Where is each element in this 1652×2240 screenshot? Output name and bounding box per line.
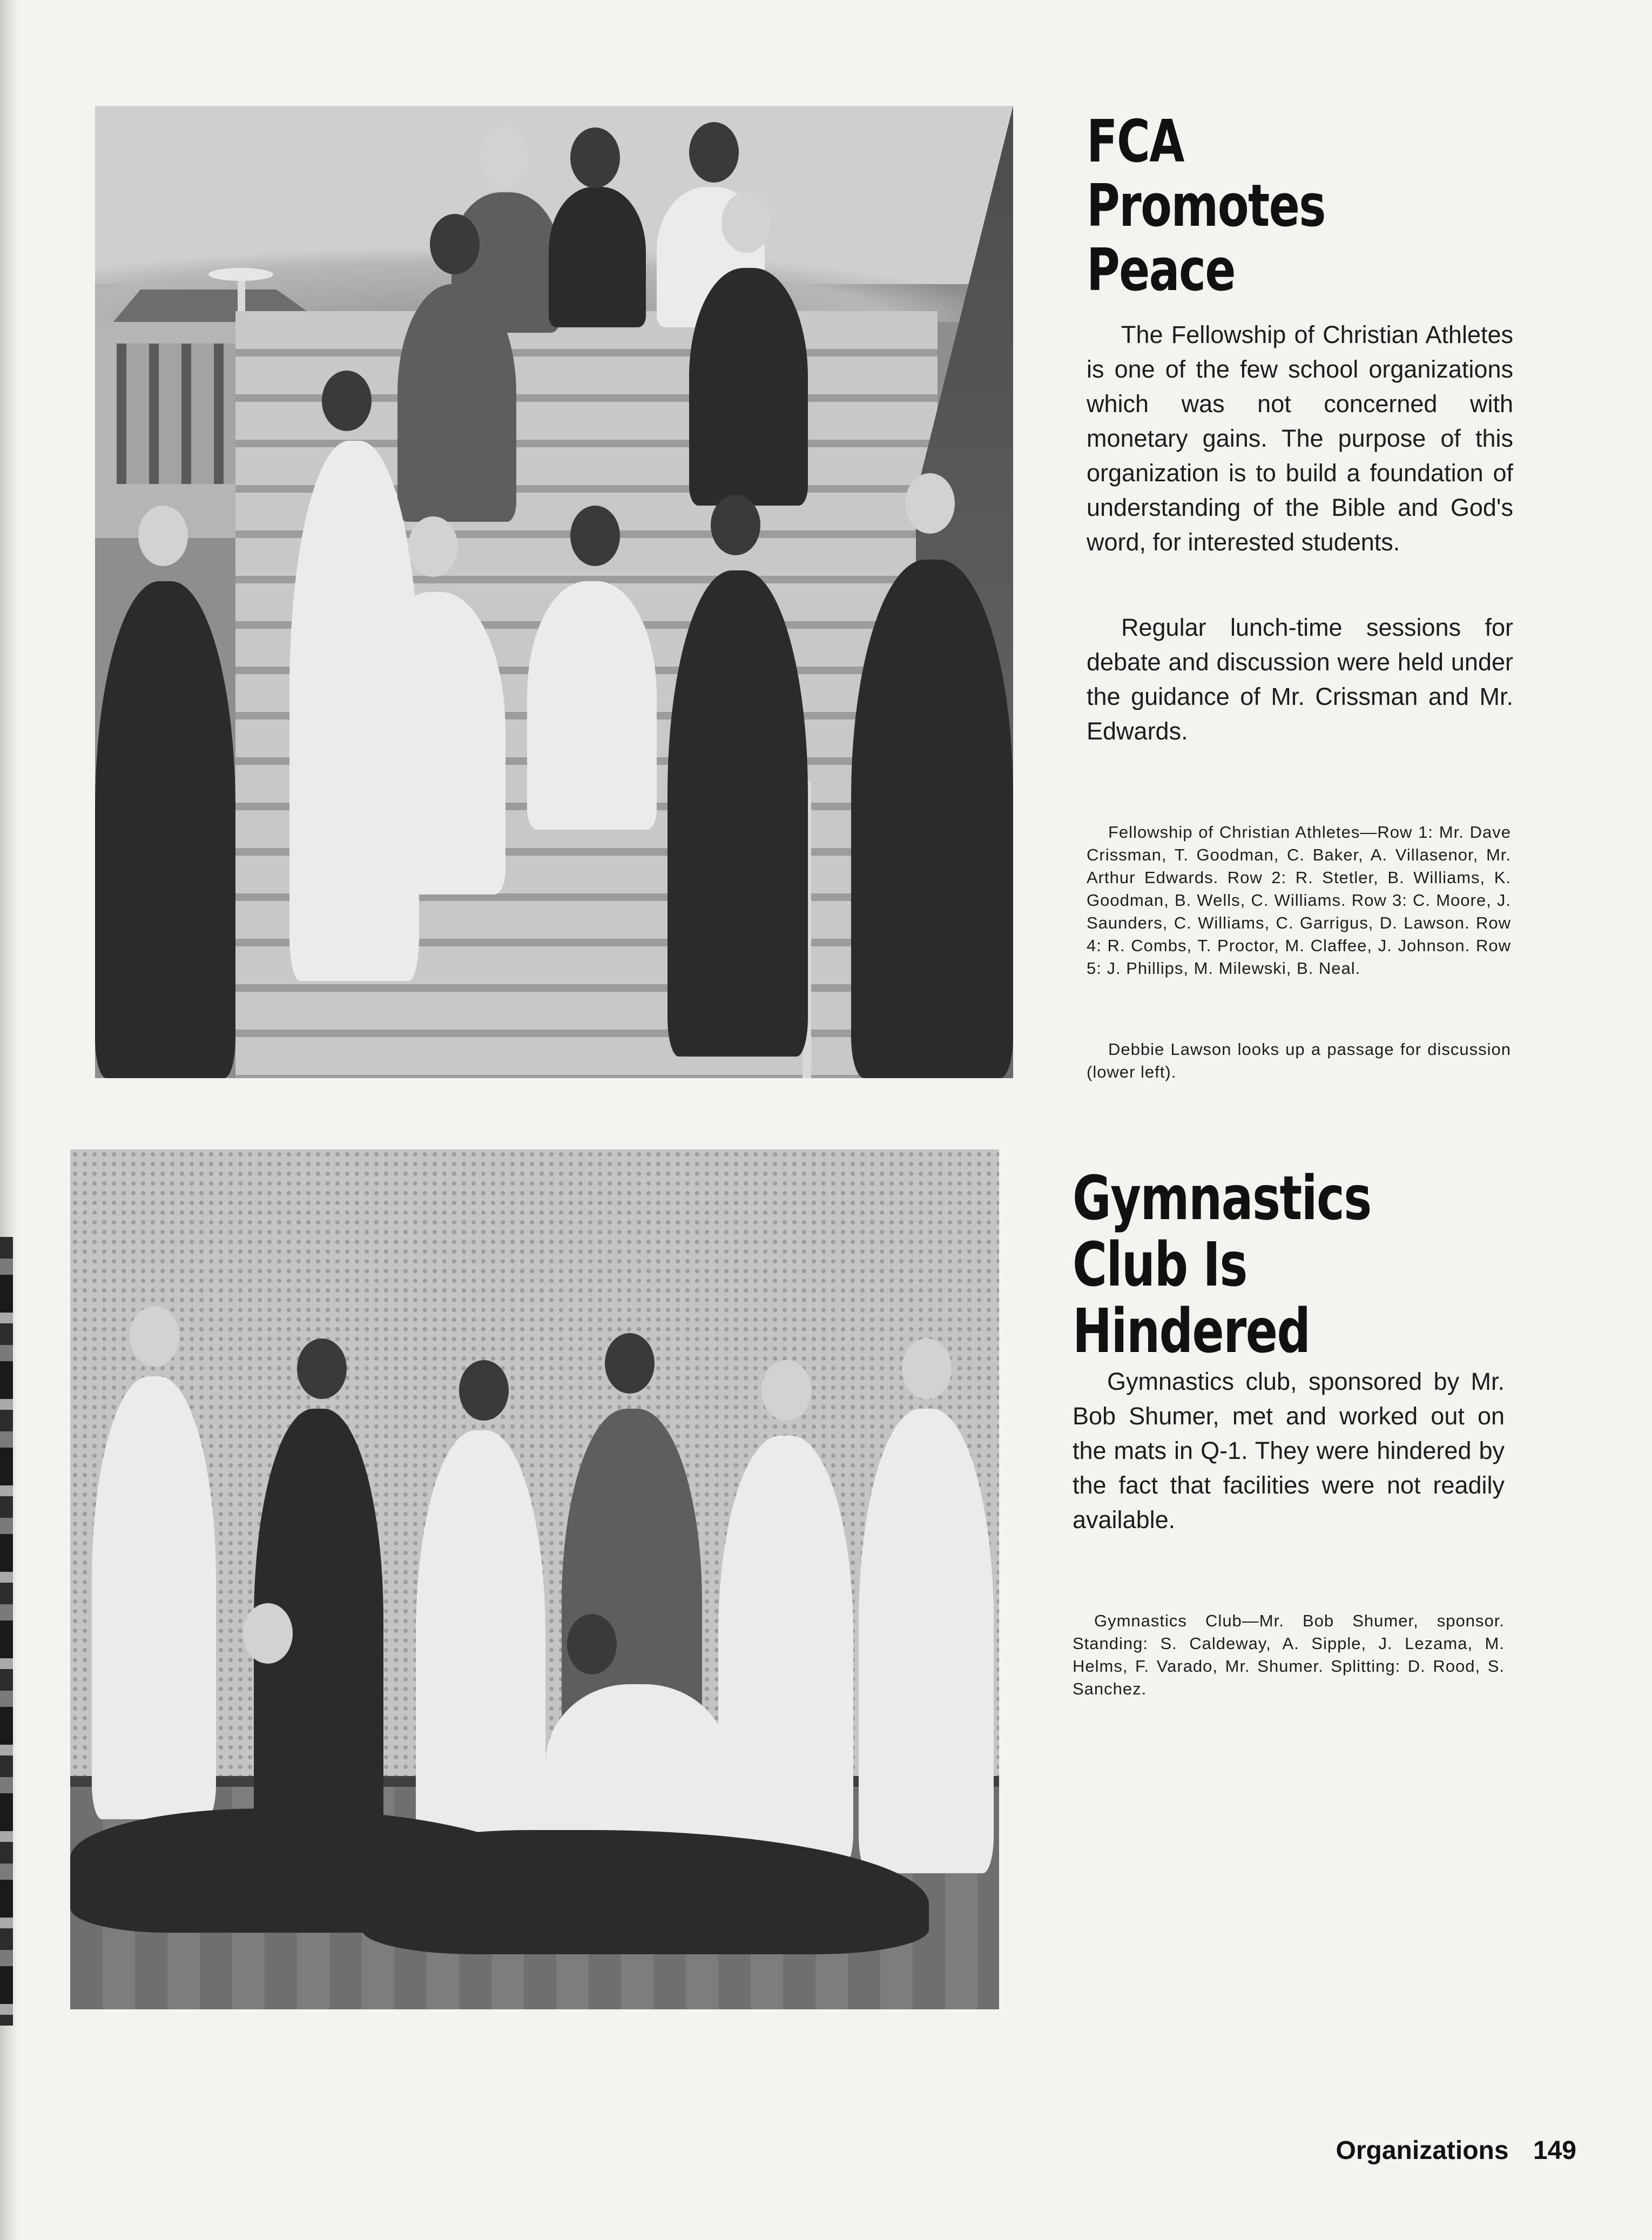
photo-person-head <box>430 214 480 274</box>
photo-person-head <box>480 127 529 188</box>
gymnastics-body-paragraph: Gymnastics club, sponsored by Mr. Bob Shumer, met and worked out on the mats in Q-1. They were hindered by the fact that facilities were not readily available. <box>1073 1368 1505 1533</box>
photo-person <box>416 1430 545 1873</box>
gymnastics-group-photo <box>70 1149 999 2009</box>
photo-person <box>851 560 1013 1078</box>
photo-person-head <box>711 495 760 555</box>
photo-person-head <box>408 516 458 577</box>
page-binding-edge <box>0 0 19 2240</box>
photo-person-head <box>567 1614 617 1674</box>
photo-lamp-head <box>208 268 273 281</box>
page-footer <box>1336 2136 1576 2165</box>
fca-headline: FCA Promotes Peace <box>1087 108 1325 304</box>
photo-person <box>549 187 646 327</box>
photo-person-head <box>459 1360 509 1421</box>
photo-person-head <box>243 1603 293 1664</box>
photo-person <box>859 1409 994 1873</box>
fca-photo-caption-note: Debbie Lawson looks up a passage for discussion (lower left). <box>1087 1040 1511 1081</box>
photo-person-head <box>322 371 372 431</box>
photo-person-head <box>130 1306 179 1367</box>
photo-person-head <box>761 1360 811 1421</box>
page-number: 149 <box>1533 2136 1576 2165</box>
photo-person <box>527 581 657 830</box>
photo-person-head <box>138 506 188 566</box>
photo-person-head <box>902 1338 952 1399</box>
photo-person-head <box>605 1333 655 1394</box>
photo-person <box>92 1376 216 1819</box>
photo-person <box>397 284 516 522</box>
photo-person-head <box>689 122 739 183</box>
fca-body-paragraph-1: The Fellowship of Christian Athletes is one of the few school organizations which was not concerned with monetary gains. The purpose of this organization is to build a foundation of understanding of the Bible and God's word, for interested students. <box>1087 321 1513 556</box>
photo-person <box>689 268 808 506</box>
gymnastics-photo-caption: Gymnastics Club—Mr. Bob Shumer, sponsor. Standing: S. Caldeway, A. Sipple, J. Lezama, M. Helms, F. Varado, Mr. Shumer. Splitting: D. Rood, S. Sanchez. <box>1073 1611 1505 1698</box>
photo-person <box>95 581 235 1078</box>
photo-person-head <box>905 473 955 534</box>
photo-person <box>667 570 808 1057</box>
photo-person <box>365 592 505 894</box>
photo-person-head <box>297 1338 347 1399</box>
fca-group-photo <box>95 106 1013 1078</box>
photo-person-head <box>570 127 620 188</box>
adjacent-page-edge <box>0 1237 13 2026</box>
gymnastics-headline: Gymnastics Club Is Hindered <box>1073 1163 1371 1367</box>
photo-person <box>718 1436 853 1868</box>
photo-person-head <box>570 506 620 566</box>
fca-body-paragraph-2: Regular lunch-time sessions for debate and discussion were held under the guidance of Mr. Crissman and Mr. Edwards. <box>1087 614 1513 745</box>
fca-photo-caption: Fellowship of Christian Athletes—Row 1: Mr. Dave Crissman, T. Goodman, C. Baker, A. Villasenor, Mr. Arthur Edwards. Row 2: R. Stetler, B. Williams, K. Goodman, B. Wells, C. Williams. Row 3: C. Moore, J. Saunders, C. Williams, C. Garrigus, D. Lawson. Row 4: R. Combs, T. Proctor, M. Claffee, J. Johnson. Row 5: J. Phillips, M. Milewski, B. Neal. <box>1087 823 1511 978</box>
footer-section-label: Organizations <box>1336 2136 1509 2165</box>
photo-person-head <box>722 192 771 253</box>
